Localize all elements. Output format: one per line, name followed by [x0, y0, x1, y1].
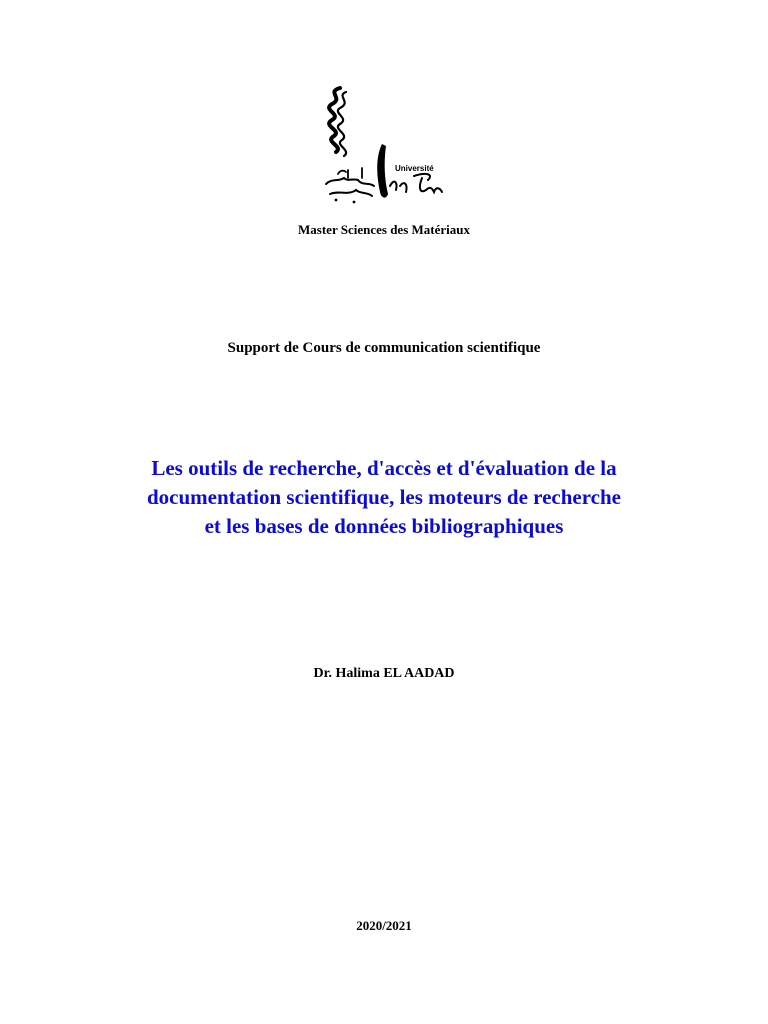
- author-name: Dr. Halima EL AADAD: [313, 666, 455, 681]
- course-name: Support de Cours de communication scientifique: [227, 340, 541, 356]
- document-title-line: documentation scientifique, les moteurs de recherche: [147, 485, 621, 509]
- document-title: [0, 454, 768, 541]
- academic-year: 2020/2021: [356, 918, 412, 933]
- document-title-line: Les outils de recherche, d'accès et d'évaluation de la: [151, 456, 617, 480]
- logo-universite-label: Université: [395, 164, 434, 173]
- university-logo-graphic: [318, 82, 446, 210]
- program-name: Master Sciences des Matériaux: [298, 222, 470, 237]
- document-title-line: et les bases de données bibliographiques: [204, 514, 564, 538]
- university-logo: [318, 82, 446, 210]
